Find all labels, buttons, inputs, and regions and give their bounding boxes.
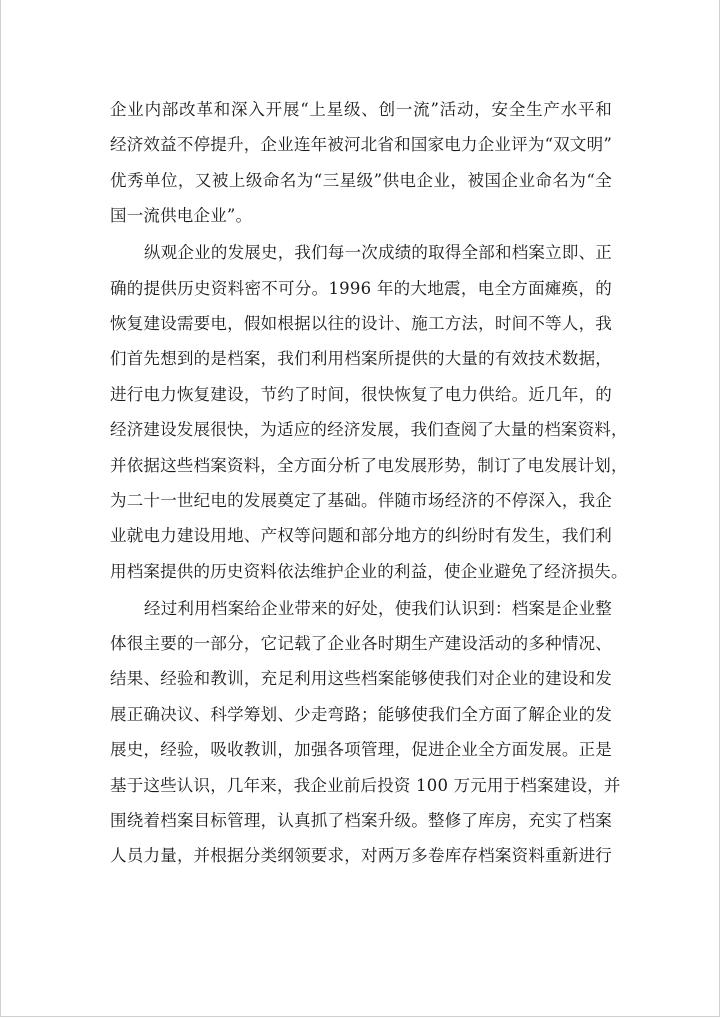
text-line: 结果、经验和教训，充足利用这些档案能够使我们对企业的建设和发 — [110, 669, 612, 689]
text-line: 体很主要的一部分，它记载了企业各时期生产建设活动的多种情况、 — [110, 634, 612, 654]
text-line: 用档案提供的历史资料依法维护企业的利益，使企业避免了经济损失。 — [110, 561, 628, 581]
text-line: 们首先想到的是档案，我们利用档案所提供的大量的有效技术数据， — [110, 349, 612, 369]
text-line: 国一流供电企业”。 — [110, 206, 253, 226]
document-body — [110, 92, 628, 874]
paragraph-2 — [110, 235, 628, 589]
text-line: 基于这些认识，几年来，我企业前后投资 100 万元用于档案建设，并 — [110, 775, 621, 795]
text-line: 为二十一世纪电的发展奠定了基础。伴随市场经济的不停深入，我企 — [110, 490, 612, 510]
text-line: 优秀单位，又被上级命名为“三星级”供电企业，被国企业命名为“全 — [110, 170, 612, 190]
text-line: 经济建设发展很快，为适应的经济发展，我们查阅了大量的档案资料， — [110, 420, 628, 440]
text-line: 并依据这些档案资料，全方面分析了电发展形势，制订了电发展计划， — [110, 455, 628, 475]
text-line: 展正确决议、科学筹划、少走弯路；能够使我们全方面了解企业的发 — [110, 704, 612, 724]
text-line: 恢复建设需要电，假如根据以往的设计、施工方法，时间不等人，我 — [110, 313, 612, 333]
text-line: 人员力量，并根据分类纲领要求，对两万多卷库存档案资料重新进行 — [110, 846, 612, 866]
text-line: 进行电力恢复建设，节约了时间，很快恢复了电力供给。近几年，的 — [110, 384, 612, 404]
text-line: 纵观企业的发展史，我们每一次成绩的取得全部和档案立即、正 — [144, 243, 612, 263]
text-line: 企业内部改革和深入开展“上星级、创一流”活动，安全生产水平和 — [110, 100, 612, 119]
paragraph-1 — [110, 92, 612, 234]
text-line: 经济效益不停提升，企业连年被河北省和国家电力企业评为“双文明” — [110, 135, 612, 155]
text-line: 业就电力建设用地、产权等问题和部分地方的纠纷时有发生，我们利 — [110, 526, 612, 546]
text-line: 展史，经验，吸收教训，加强各项管理，促进企业全方面发展。正是 — [110, 740, 612, 760]
text-line: 围绕着档案目标管理，认真抓了档案升级。整修了库房，充实了档案 — [110, 811, 612, 830]
text-line: 确的提供历史资料密不可分。1996 年的大地震，电全方面瘫痪，的 — [110, 278, 612, 298]
paragraph-3 — [110, 591, 621, 874]
text-line: 经过利用档案给企业带来的好处，使我们认识到：档案是企业整 — [144, 598, 612, 618]
